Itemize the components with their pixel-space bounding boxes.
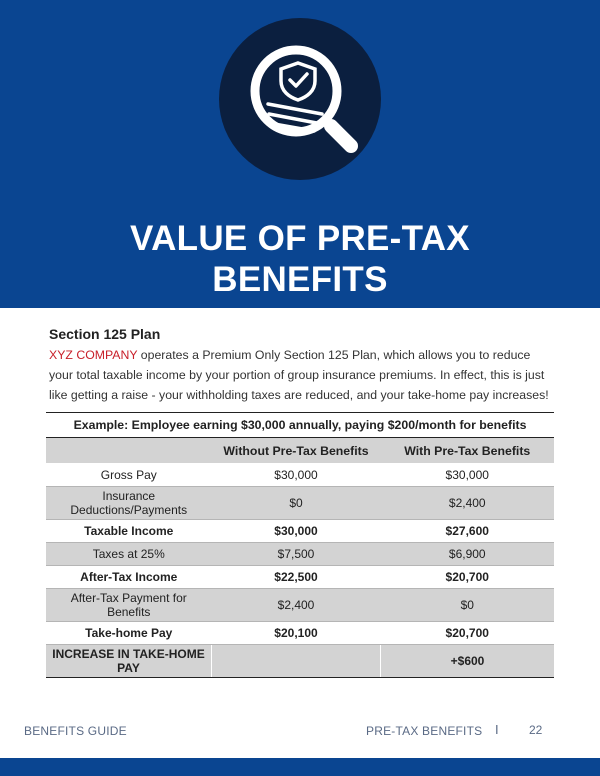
table-row [46, 645, 554, 678]
row-without-value: $30,000 [212, 520, 381, 543]
row-with-value: $30,000 [381, 464, 555, 487]
row-label: Take-home Pay [46, 622, 212, 645]
table-row [46, 543, 554, 566]
row-with-value: $2,400 [381, 487, 555, 520]
row-label: Gross Pay [46, 464, 212, 487]
table-header-row [46, 438, 554, 464]
row-with-value: $27,600 [381, 520, 555, 543]
column-header-label [46, 438, 212, 464]
footer-section-label: PRE-TAX BENEFITS [366, 724, 483, 738]
section-body-text: operates a Premium Only Section 125 Plan, which allows you to reduce your total taxable income by your portion of group insurance premiums. In effect, this is just like getting a raise - your withholding taxes are reduced, and your take-home pay increases! [49, 348, 549, 402]
row-label: Taxes at 25% [46, 543, 212, 566]
section-125-intro [49, 325, 551, 405]
table-caption: Example: Employee earning $30,000 annually, paying $200/month for benefits [46, 413, 554, 438]
table-row [46, 566, 554, 589]
footer-bar [0, 758, 600, 776]
row-without-value: $30,000 [212, 464, 381, 487]
row-without-value: $20,100 [212, 622, 381, 645]
row-without-value [212, 645, 381, 678]
row-label: INCREASE IN TAKE-HOME PAY [46, 645, 212, 678]
row-with-value: $6,900 [381, 543, 555, 566]
page-title-line2: BENEFITS [212, 260, 388, 299]
pretax-comparison-table [46, 412, 554, 678]
row-without-value: $7,500 [212, 543, 381, 566]
footer-separator: I [495, 722, 499, 737]
row-label: After-Tax Income [46, 566, 212, 589]
row-with-value: +$600 [381, 645, 555, 678]
row-label: Insurance Deductions/Payments [46, 487, 212, 520]
footer-guide-label: BENEFITS GUIDE [24, 724, 127, 738]
row-with-value: $0 [381, 589, 555, 622]
table-row [46, 520, 554, 543]
icon-circle [219, 18, 381, 180]
row-without-value: $2,400 [212, 589, 381, 622]
row-label: Taxable Income [46, 520, 212, 543]
magnifier-shield-document-icon [219, 18, 381, 180]
table-row [46, 589, 554, 622]
table-row [46, 622, 554, 645]
column-header-with: With Pre-Tax Benefits [381, 438, 555, 464]
section-body [49, 345, 551, 405]
row-without-value: $22,500 [212, 566, 381, 589]
page-title [0, 218, 600, 300]
table-row [46, 487, 554, 520]
row-label: After-Tax Payment for Benefits [46, 589, 212, 622]
table-caption-row [46, 413, 554, 438]
row-with-value: $20,700 [381, 566, 555, 589]
page-number: 22 [529, 723, 543, 737]
section-heading: Section 125 Plan [49, 326, 161, 342]
row-without-value: $0 [212, 487, 381, 520]
column-header-without: Without Pre-Tax Benefits [212, 438, 381, 464]
row-with-value: $20,700 [381, 622, 555, 645]
table-row [46, 464, 554, 487]
page-title-line1: VALUE OF PRE-TAX [130, 219, 470, 258]
header-banner [0, 0, 600, 308]
company-name: XYZ COMPANY [49, 348, 138, 362]
